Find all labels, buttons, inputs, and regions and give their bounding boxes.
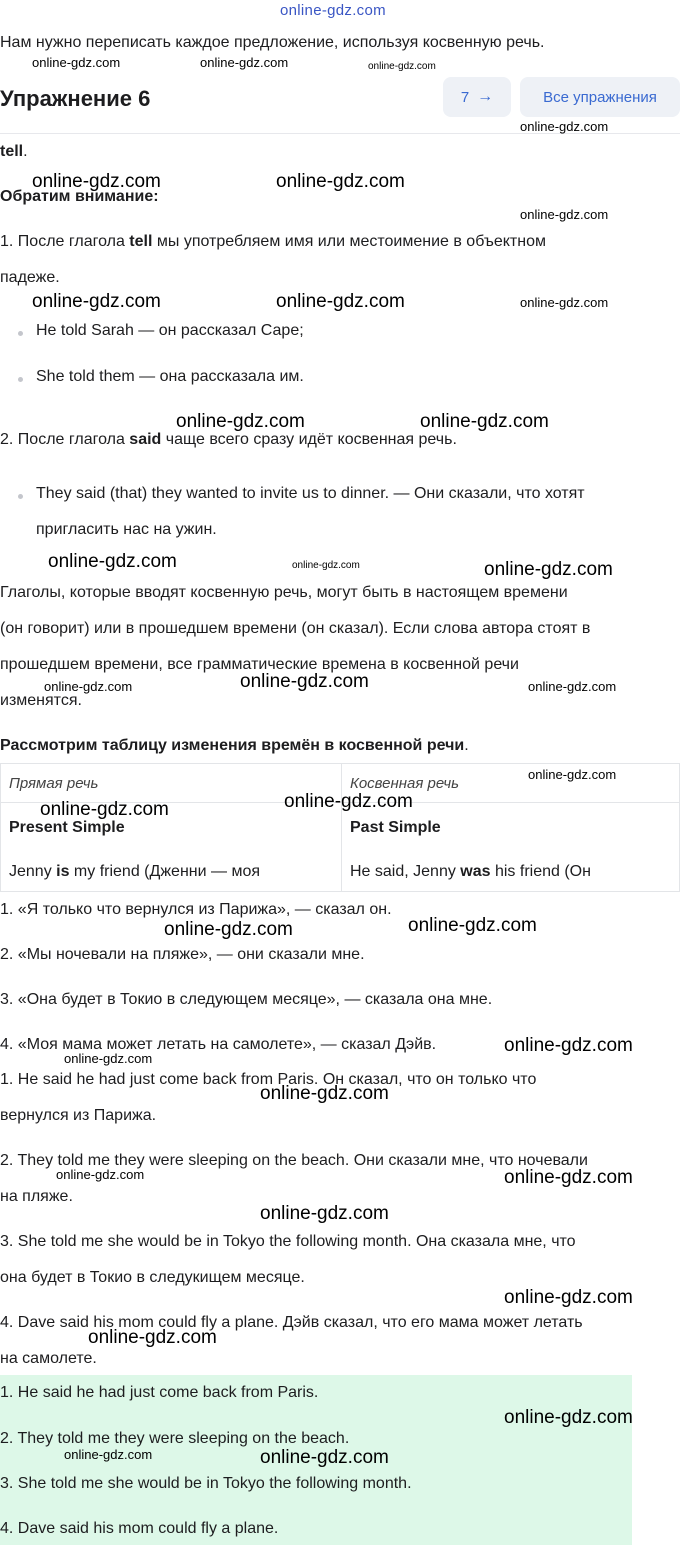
rule1-part-a: 1. После глагола	[0, 233, 130, 250]
watermark: online-gdz.com	[520, 119, 609, 134]
task-sentence-4: 4. «Моя мама может летать на самолете», — сказал Дэйв.	[0, 1036, 437, 1053]
right-example-a: He said, Jenny	[350, 863, 461, 880]
rule1-part-c: мы употребляем имя или местоимение в объектном	[152, 233, 546, 250]
translation-2-line2: на пляже.	[0, 1188, 73, 1205]
watermark: online-gdz.com	[260, 1203, 389, 1224]
watermark: online-gdz.com	[32, 55, 121, 70]
watermark: online-gdz.com	[200, 55, 289, 70]
rule2-part-c: чаще всего сразу идёт косвенная речь.	[161, 431, 457, 448]
watermark: online-gdz.com	[164, 919, 293, 940]
watermark: online-gdz.com	[520, 207, 609, 222]
left-example-a: Jenny	[9, 863, 57, 880]
left-example	[9, 863, 333, 881]
rule1-line1	[0, 233, 546, 251]
paragraph-line1: Глаголы, которые вводят косвенную речь, могут быть в настоящем времени	[0, 584, 568, 601]
watermark: online-gdz.com	[520, 295, 609, 310]
example-said-line1: They said (that) they wanted to invite us to dinner. — Они сказали, что хотят	[36, 485, 585, 502]
next-exercise-label: 7	[460, 88, 470, 106]
watermark: online-gdz.com	[528, 767, 617, 782]
watermark: online-gdz.com	[484, 559, 613, 580]
bullet-icon	[18, 331, 23, 336]
watermark: online-gdz.com	[64, 1051, 153, 1066]
watermark: online-gdz.com	[32, 171, 161, 192]
rule1-line2: падеже.	[0, 269, 60, 286]
watermark: online-gdz.com	[504, 1287, 633, 1308]
tenses-table	[0, 763, 680, 892]
translation-4-line1: 4. Dave said his mom could fly a plane. Дэйв сказал, что его мама может летать	[0, 1314, 583, 1331]
translation-3-line2: она будет в Токио в следукищем месяце.	[0, 1269, 305, 1286]
watermark: online-gdz.com	[284, 791, 413, 812]
table-intro-dot: .	[464, 737, 469, 754]
table-intro	[0, 737, 469, 755]
watermark: online-gdz.com	[420, 411, 549, 432]
rule2-keyword: said	[129, 431, 162, 448]
watermark: online-gdz.com	[32, 291, 161, 312]
watermark: online-gdz.com	[504, 1035, 633, 1056]
answer-4: 4. Dave said his mom could fly a plane.	[0, 1520, 279, 1537]
table-intro-text: Рассмотрим таблицу изменения времён в косвенной речи	[0, 737, 465, 754]
translation-2-line1: 2. They told me they were sleeping on the beach. Они сказали мне, что ночевали	[0, 1152, 588, 1169]
rule2-part-a: 2. После глагола	[0, 431, 130, 448]
translation-1-line1: 1. He said he had just come back from Paris. Он сказал, что он только что	[0, 1071, 537, 1088]
tell-dot: .	[23, 143, 28, 160]
rule2-line	[0, 431, 457, 449]
watermark: online-gdz.com	[528, 679, 617, 694]
right-example	[350, 863, 671, 881]
tell-line	[0, 143, 28, 161]
watermark: online-gdz.com	[260, 1447, 389, 1468]
watermark: online-gdz.com	[276, 171, 405, 192]
example-said-line2: пригласить нас на ужин.	[36, 521, 217, 538]
watermark: online-gdz.com	[368, 61, 436, 72]
next-exercise-button[interactable]	[443, 77, 511, 117]
paragraph-line3: прошедшем времени, все грамматические времена в косвенной речи	[0, 656, 519, 673]
exercise-title: Упражнение 6	[0, 86, 151, 111]
task-sentence-2: 2. «Мы ночевали на пляже», — они сказали мне.	[0, 946, 365, 963]
example-tell-1: He told Sarah — он рассказал Саре;	[36, 322, 304, 339]
bullet-icon	[18, 377, 23, 382]
watermark: online-gdz.com	[504, 1167, 633, 1188]
left-example-c: my friend (Дженни — моя	[69, 863, 260, 880]
translation-4-line2: на самолете.	[0, 1350, 97, 1367]
answer-1: 1. He said he had just come back from Paris.	[0, 1384, 319, 1401]
task-sentence-1: 1. «Я только что вернулся из Парижа», — сказал он.	[0, 901, 392, 918]
right-example-c: his friend (Он	[490, 863, 591, 880]
site-watermark-top: online-gdz.com	[280, 2, 386, 19]
watermark: online-gdz.com	[504, 1407, 633, 1428]
paragraph-line2: (он говорит) или в прошедшем времени (он сказал). Если слова автора стоят в	[0, 620, 591, 637]
example-tell-2: She told them — она рассказала им.	[36, 368, 304, 385]
paragraph-line4: изменятся.	[0, 692, 82, 709]
task-sentence-3: 3. «Она будет в Токио в следующем месяце», — сказала она мне.	[0, 991, 493, 1008]
left-tense-title: Present Simple	[9, 819, 125, 836]
left-example-b: is	[56, 863, 70, 880]
arrow-right-icon: →	[477, 88, 494, 105]
watermark: online-gdz.com	[408, 915, 537, 936]
bullet-icon	[18, 494, 23, 499]
all-exercises-button[interactable]: Все упражнения	[520, 77, 680, 117]
watermark: online-gdz.com	[48, 551, 177, 572]
watermark: online-gdz.com	[88, 1327, 217, 1348]
table-cell	[342, 803, 680, 892]
watermark: online-gdz.com	[56, 1167, 145, 1182]
col-direct-speech-header: Прямая речь	[9, 775, 99, 792]
col-indirect-speech-header: Косвенная речь	[350, 775, 460, 792]
answer-2: 2. They told me they were sleeping on the beach.	[0, 1430, 350, 1447]
watermark: online-gdz.com	[64, 1447, 153, 1462]
watermark: online-gdz.com	[276, 291, 405, 312]
right-example-b: was	[460, 863, 491, 880]
watermark: online-gdz.com	[260, 1083, 389, 1104]
answer-3: 3. She told me she would be in Tokyo the following month.	[0, 1475, 412, 1492]
watermark: online-gdz.com	[240, 671, 369, 692]
right-tense-title: Past Simple	[350, 819, 441, 836]
watermark: online-gdz.com	[44, 679, 133, 694]
note-title: Обратим внимание:	[0, 188, 159, 205]
watermark: online-gdz.com	[40, 799, 169, 820]
intro-text: Нам нужно переписать каждое предложение, используя косвенную речь.	[0, 34, 545, 51]
watermark: online-gdz.com	[292, 560, 360, 571]
translation-3-line1: 3. She told me she would be in Tokyo the following month. Она сказала мне, что	[0, 1233, 576, 1250]
tell-word: tell	[0, 143, 24, 160]
translation-1-line2: вернулся из Парижа.	[0, 1107, 157, 1124]
watermark: online-gdz.com	[176, 411, 305, 432]
rule1-keyword: tell	[129, 233, 153, 250]
